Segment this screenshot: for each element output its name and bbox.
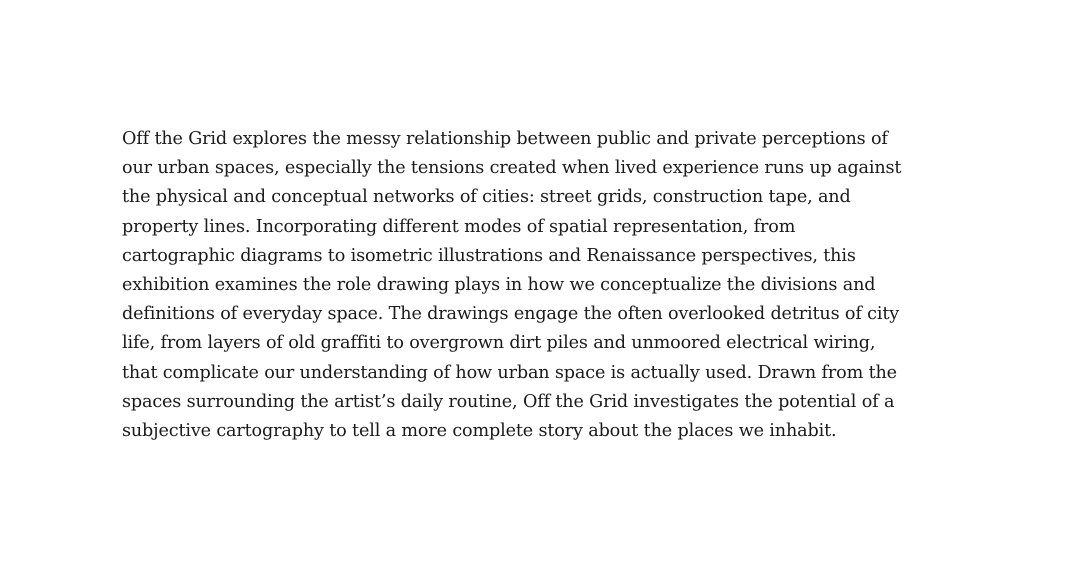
statement-line: property lines. Incorporating different modes of spatial representation, from bbox=[122, 216, 796, 237]
statement-line: spaces surrounding the artist’s daily routine, Off the Grid investigates the potential of a bbox=[122, 391, 895, 412]
statement-line: exhibition examines the role drawing plays in how we conceptualize the divisions and bbox=[122, 275, 876, 296]
exhibition-statement bbox=[122, 125, 952, 446]
statement-line: Off the Grid explores the messy relationship between public and private perceptions of bbox=[122, 129, 888, 149]
statement-line: that complicate our understanding of how urban space is actually used. Drawn from the bbox=[122, 362, 897, 383]
statement-line: our urban spaces, especially the tensions created when lived experience runs up against bbox=[122, 158, 902, 179]
statement-line: the physical and conceptual networks of cities: street grids, construction tape, and bbox=[122, 187, 851, 208]
statement-line: life, from layers of old graffiti to overgrown dirt piles and unmoored electrical wiring, bbox=[122, 333, 876, 354]
statement-line: subjective cartography to tell a more complete story about the places we inhabit. bbox=[122, 421, 837, 442]
statement-line: cartographic diagrams to isometric illustrations and Renaissance perspectives, this bbox=[122, 245, 856, 266]
statement-line: definitions of everyday space. The drawings engage the often overlooked detritus of city bbox=[122, 304, 900, 325]
